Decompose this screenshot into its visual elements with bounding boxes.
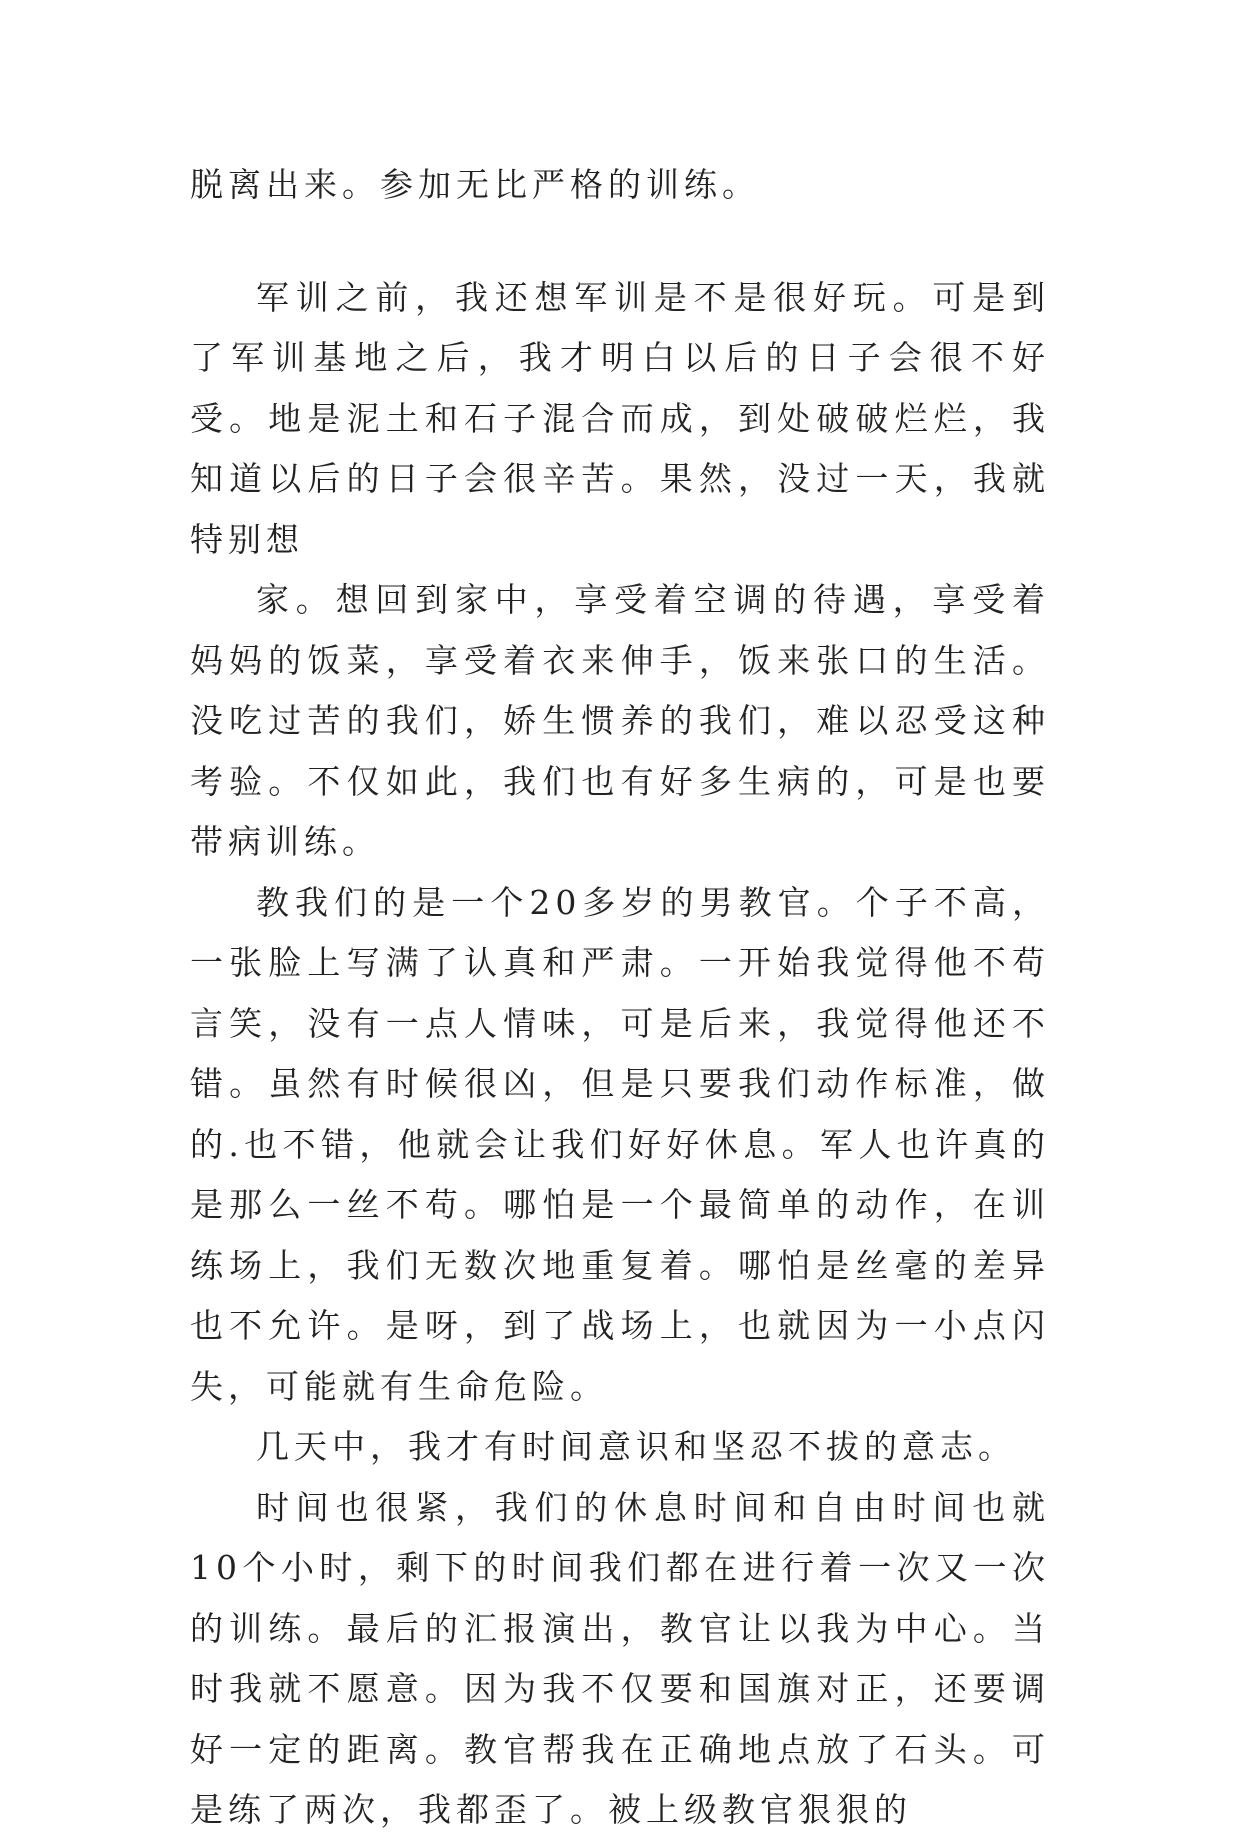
paragraph: 几天中，我才有时间意识和坚忍不拔的意志。 <box>256 1427 1016 1466</box>
document-body <box>190 155 1050 1841</box>
paragraph: 脱离出来。参加无比严格的训练。 <box>190 165 760 204</box>
paragraph: 家。想回到家中，享受着空调的待遇，享受着妈妈的饭菜，享受着衣来伸手，饭来张口的生活。没吃过苦的我们，娇生惯养的我们，难以忍受这种考验。不仅如此，我们也有好多生病的，可是也要带病训练。 <box>190 580 1050 861</box>
paragraph: 军训之前，我还想军训是不是很好玩。可是到了军训基地之后，我才明白以后的日子会很不好受。地是泥土和石子混合而成，到处破破烂烂，我知道以后的日子会很辛苦。果然，没过一天，我就特别想 <box>190 277 1050 559</box>
paragraph: 时间也很紧，我们的休息时间和自由时间也就10个小时，剩下的时间我们都在进行着一次又一次的训练。最后的汇报演出，教官让以我为中心。当时我就不愿意。因为我不仅要和国旗对正，还要调好一定的距离。教官帮我在正确地点放了石头。可是练了两次，我都歪了。被上级教官狠狠的 <box>190 1487 1050 1829</box>
paragraph: 教我们的是一个20多岁的男教官。个子不高，一张脸上写满了认真和严肃。一开始我觉得他不苟言笑，没有一点人情味，可是后来，我觉得他还不错。虽然有时候很凶，但是只要我们动作标准，做的.也不错，他就会让我们好好休息。军人也许真的是那么一丝不苟。哪怕是一个最简单的动作，在训练场上，我们无数次地重复着。哪怕是丝毫的差异也不允许。是呀，到了战场上，也就因为一小点闪失，可能就有生命危险。 <box>190 882 1050 1406</box>
